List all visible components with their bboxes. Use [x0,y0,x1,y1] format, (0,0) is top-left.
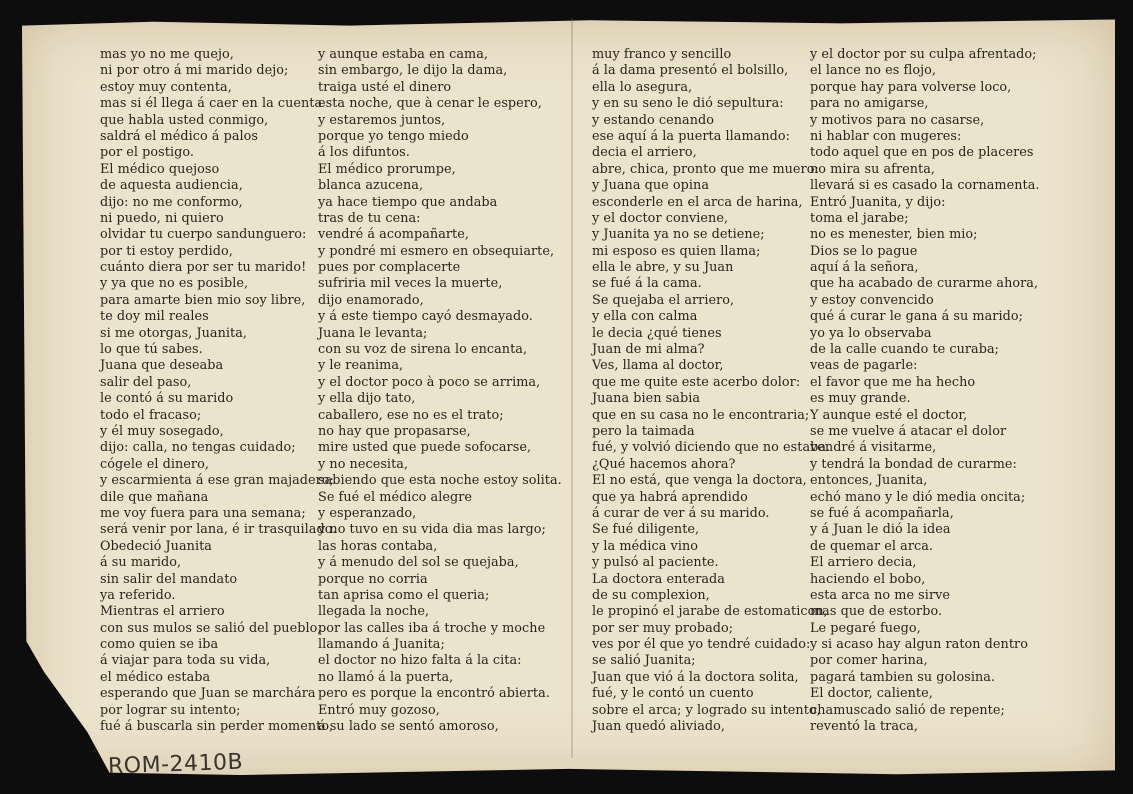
verse-line: mi esposo es quien llama; [592,243,761,259]
verse-line: y el doctor por su culpa afrentado; [810,47,1037,62]
verse-line: y pulsó al paciente. [592,555,719,571]
verse-line: por el postigo. [100,145,195,161]
verse-line: el médico estaba [100,669,211,685]
verse-line: sabiendo que esta noche estoy solita. [318,473,562,489]
verse-line: el lance no es flojo, [810,63,937,79]
verse-line: le propinó el jarabe de estomaticon, [592,604,828,620]
verse-line: veas de pagarle: [810,358,918,374]
verse-line: ella lo asegura, [592,79,693,95]
verse-line: aquí á la señora, [810,260,919,276]
verse-line: abre, chica, pronto que me muero: [592,161,819,177]
verse-line: como quien se iba [100,637,219,653]
verse-line: El no está, que venga la doctora, [592,473,807,489]
verse-line: Juana le levanta; [318,325,428,341]
verse-line: y pondré mi esmero en obsequiarte, [318,243,555,259]
verse-line: y el doctor poco à poco se arrima, [318,374,541,390]
verse-line: El médico prorumpe, [318,161,456,177]
verse-line: qué á curar le gana á su marido; [810,309,1023,325]
verse-line: y esperanzado, [318,505,417,521]
verse-line: y Juanita ya no se detiene; [592,227,765,243]
verse-line: sobre el arca; y logrado su intento, [592,702,821,718]
verse-line: las horas contaba, [318,538,438,554]
verse-line: para no amigarse, [810,96,929,112]
verse-line: vendré á acompañarte, [318,227,469,243]
verse-line: y le reanima, [318,358,404,374]
verse-line: saldrá el médico á palos [100,128,259,144]
verse-line: se salió Juanita; [592,653,696,669]
verse-line: ¿Qué hacemos ahora? [592,456,736,472]
verse-line: por comer harina, [810,653,928,669]
verse-line: Y aunque esté el doctor, [810,407,968,423]
verse-line: por ti estoy perdido, [100,243,233,259]
verse-line: y no necesita, [318,456,409,472]
verse-line: se fué á acompañarla, [810,505,954,521]
verse-line: llegada la noche, [318,604,430,620]
verse-line: todo el fracaso; [100,407,202,423]
verse-line: lo que tú sabes. [100,342,203,358]
verse-line: vendré á visitarme, [810,440,937,456]
verse-line: que en su casa no le encontraria; [592,407,810,423]
verse-line: ya referido. [100,587,176,603]
verse-line: mas si él llega á caer en la cuenta [100,96,323,112]
verse-line: no hay que propasarse, [318,423,471,439]
verse-line: caballero, ese no es el trato; [318,407,504,423]
verse-line: y motivos para no casarse, [810,112,985,128]
verse-line: le contó á su marido [100,391,234,407]
text-column-2 [318,47,562,735]
verse-line: si me otorgas, Juanita, [100,325,248,341]
verse-line: mire usted que puede sofocarse, [318,440,532,456]
verse-line: fué á buscarla sin perder momento, [100,719,334,735]
verse-line: y á menudo del sol se quejaba, [318,555,519,571]
verse-line: olvidar tu cuerpo sandunguero: [100,227,307,243]
verse-line: y á Juan le dió la idea [810,522,951,538]
verse-line: ves por él que yo tendré cuidado: [592,637,811,653]
verse-line: echó mano y le dió media oncita; [810,489,1026,505]
verse-line: Obedeció Juanita [100,538,212,554]
verse-line: dijo: calla, no tengas cuidado; [100,440,296,456]
verse-line: y ya que no es posible, [100,276,249,292]
text-column-3 [592,47,830,735]
verse-line: Entró Juanita, y dijo: [810,194,946,210]
verse-line: estoy muy contenta, [100,79,232,95]
verse-line: no mira su afrenta, [810,161,936,177]
verse-line: entonces, Juanita, [810,473,928,489]
verse-line: con sus mulos se salió del pueblo, [100,620,322,636]
verse-line: tan aprisa como el queria; [318,587,490,603]
verse-line: por las calles iba á troche y moche [318,620,546,636]
verse-line: esta noche, que à cenar le espero, [318,96,542,112]
verse-line: Juan de mi alma? [592,342,705,358]
verse-line: le decia ¿qué tienes [592,325,722,341]
verse-line: á viajar para toda su vida, [100,653,271,669]
verse-line: sufriria mil veces la muerte, [318,276,503,292]
verse-line: y á este tiempo cayó desmayado. [318,309,533,325]
verse-line: ese aquí á la puerta llamando: [592,128,790,144]
verse-line: La doctora enterada [592,571,725,587]
verse-line: llamando á Juanita; [318,637,445,653]
verse-line: sin salir del mandato [100,571,238,587]
text-column-4 [810,47,1040,735]
verse-line: cógele el dinero, [100,456,209,472]
verse-line: que ya habrá aprendido [592,489,748,505]
verse-line: se me vuelve á atacar el dolor [810,423,1007,439]
verse-line: ya hace tiempo que andaba [318,194,498,210]
verse-line: el favor que me ha hecho [810,374,976,390]
verse-line: y en su seno le dió sepultura: [592,96,784,112]
verse-line: que ha acabado de curarme ahora, [810,276,1039,292]
verse-line: Ves, llama al doctor, [592,358,724,374]
verse-line: ni hablar con mugeres: [810,128,962,144]
verse-line: llevará si es casado la cornamenta. [810,178,1040,194]
verse-line: Entró muy gozoso, [318,702,440,718]
verse-line: muy franco y sencillo [592,47,732,62]
verse-line: el doctor no hizo falta á la cita: [318,653,522,669]
verse-line: pues por complacerte [318,260,461,276]
verse-line: para amarte bien mio soy libre, [100,292,306,308]
verse-line: á curar de ver á su marido. [592,505,770,521]
verse-line: y ella con calma [592,309,698,325]
verse-line: El médico quejoso [100,161,220,177]
verse-line: pero la taimada [592,423,695,439]
verse-line: esta arca no me sirve [810,587,951,603]
verse-line: será venir por lana, é ir trasquilado. [100,522,337,538]
verse-line: ni por otro á mi marido dejo; [100,63,289,79]
verse-line: tras de tu cena: [318,210,421,226]
verse-line: Juana que deseaba [100,358,224,374]
verse-line: y Juana que opina [592,178,710,194]
verse-line: á la dama presentó el bolsillo, [592,63,789,79]
verse-line: yo ya lo observaba [810,325,932,341]
verse-line: por lograr su intento; [100,702,241,718]
verse-line: que habla usted conmigo, [100,112,269,128]
verse-line: y ella dijo tato, [318,391,416,407]
verse-line: cuánto diera por ser tu marido! [100,260,307,276]
verse-line: ni puedo, ni quiero [100,210,224,226]
verse-line: de quemar el arca. [810,538,934,554]
verse-line: esconderle en el arca de harina, [592,194,803,210]
verse-line: por ser muy probado; [592,620,734,636]
verse-line: reventó la traca, [810,719,919,735]
verse-line: esperando que Juan se marchára [100,686,316,702]
verse-line: Se fué el médico alegre [318,489,473,505]
verse-line: te doy mil reales [100,309,209,325]
verse-line: y tendrá la bondad de curarme: [810,456,1017,472]
verse-line: porque no corria [318,571,428,587]
verse-line: dijo: no me conformo, [100,194,243,210]
verse-line: de la calle cuando te curaba; [810,342,1000,358]
verse-line: y estoy convencido [810,292,934,308]
verse-line: pagará tambien su golosina. [810,669,996,685]
verse-line: dile que mañana [100,489,209,505]
verse-line: El doctor, caliente, [810,686,933,702]
verse-line: traiga usté el dinero [318,79,452,95]
verse-line: porque yo tengo miedo [318,128,469,144]
verse-line: Juan quedó aliviado, [592,719,726,735]
verse-line: que me quite este acerbo dolor: [592,374,801,390]
verse-line: no llamó á la puerta, [318,669,454,685]
verse-line: Le pegaré fuego, [810,620,921,636]
verse-line: á los difuntos. [318,145,410,161]
verse-line: de aquesta audiencia, [100,178,243,194]
verse-line: ella le abre, y su Juan [592,260,734,276]
verse-line: mas yo no me quejo, [100,47,234,62]
verse-line: á su marido, [100,555,182,571]
verse-line: y aunque estaba en cama, [318,47,488,62]
verse-line: decia el arriero, [592,145,697,161]
verse-line: Se quejaba el arriero, [592,292,735,308]
verse-line: blanca azucena, [318,178,424,194]
verse-line: y estando cenando [592,112,715,128]
verse-line: haciendo el bobo, [810,571,926,587]
verse-line: todo aquel que en pos de placeres [810,145,1034,161]
verse-line: y estaremos juntos, [318,112,446,128]
verse-line: dijo enamorado, [318,292,424,308]
verse-line: fué, y le contó un cuento [592,686,754,702]
verse-line: Mientras el arriero [100,604,225,620]
verse-line: y si acaso hay algun raton dentro [810,637,1028,653]
verse-line: chamuscado salió de repente; [810,702,1005,718]
verse-line: de su complexion, [592,587,710,603]
verse-line: Se fué diligente, [592,522,700,538]
text-column-1 [100,47,336,735]
shelfmark-annotation: ROM-2410B [107,749,244,780]
verse-line: pero es porque la encontró abierta. [318,686,550,702]
verse-line: á su lado se sentó amoroso, [318,719,499,735]
verse-line: El arriero decia, [810,555,917,571]
verse-line: me voy fuera para una semana; [100,505,306,521]
verse-line: salir del paso, [100,374,192,390]
verse-line: sin embargo, le dijo la dama, [318,63,508,79]
verse-line: y no tuvo en su vida dia mas largo; [318,522,546,538]
verse-line: Juana bien sabia [592,391,701,407]
verse-line: mas que de estorbo. [810,604,943,620]
verse-line: Dios se lo pague [810,243,918,259]
verse-line: toma el jarabe; [810,210,909,226]
verse-line: y escarmienta á ese gran majadero; [100,473,334,489]
verse-line: y el doctor conviene, [592,210,729,226]
verse-line: con su voz de sirena lo encanta, [318,342,528,358]
verse-line: porque hay para volverse loco, [810,79,1012,95]
verse-line: y él muy sosegado, [100,423,224,439]
page-fold [571,18,573,758]
verse-line: y la médica vino [592,538,699,554]
verse-line: Juan que vió á la doctora solita, [592,669,799,685]
verse-line: se fué á la cama. [592,276,702,292]
verse-line: no es menester, bien mio; [810,227,978,243]
verse-line: fué, y volvió diciendo que no estaba. [592,440,831,456]
verse-line: es muy grande. [810,391,911,407]
